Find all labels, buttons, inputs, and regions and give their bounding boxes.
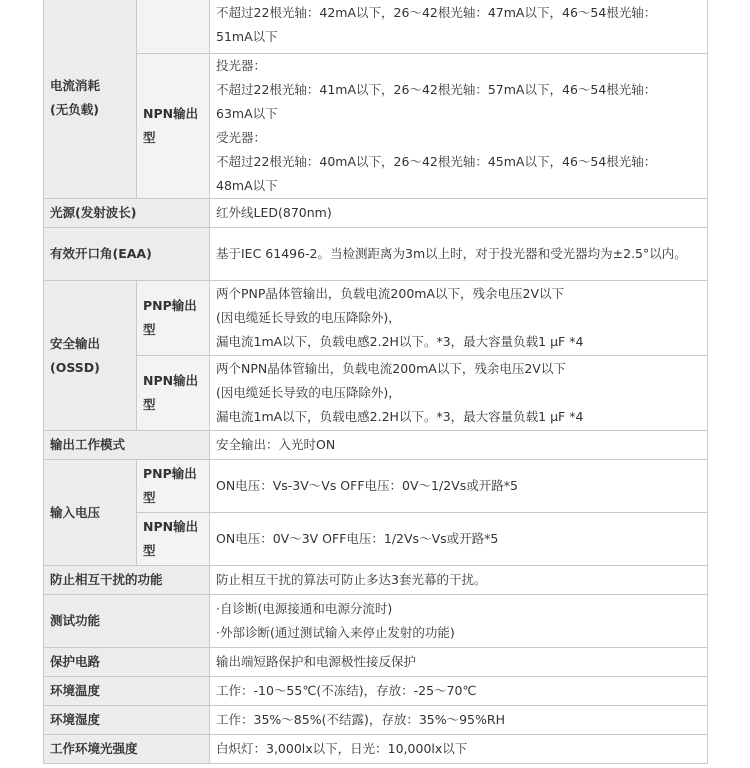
table-row [44, 677, 708, 706]
table-row [44, 199, 708, 228]
spec-table [43, 0, 708, 764]
sublabel-pnp-input: PNP输出 型 [137, 460, 210, 513]
value-input-npn: ON电压：0V～3V OFF电压：1/2Vs～Vs或开路*5 [210, 513, 708, 566]
row-label-output-mode: 输出工作模式 [44, 431, 210, 460]
value-input-pnp: ON电压：Vs-3V～Vs OFF电压：0V～1/2Vs或开路*5 [210, 460, 708, 513]
value-test: ·自诊断(电源接通和电源分流时) ·外部诊断(通过测试输入来停止发射的功能) [210, 595, 708, 648]
table-row [44, 595, 708, 648]
table-row [44, 431, 708, 460]
table-row [44, 0, 708, 54]
row-label-current: 电流消耗 (无负载) [44, 0, 137, 199]
table-row [44, 735, 708, 764]
table-row [44, 513, 708, 566]
row-label-eaa: 有效开口角(EAA) [44, 228, 210, 281]
row-label-ambient-humidity: 环境湿度 [44, 706, 210, 735]
row-label-interference: 防止相互干扰的功能 [44, 566, 210, 595]
value-interference: 防止相互干扰的算法可防止多达3套光幕的干扰。 [210, 566, 708, 595]
value-ossd-pnp: 两个PNP晶体管输出，负载电流200mA以下，残余电压2V以下 (因电缆延长导致的电压降除外)， 漏电流1mA以下，负载电感2.2H以下。*3，最大容量负载1 μF *4 [210, 281, 708, 356]
value-current-pnp: 不超过22根光轴：42mA以下，26～42根光轴：47mA以下，46～54根光轴： 51mA以下 [210, 0, 708, 54]
value-output-mode: 安全输出：入光时ON [210, 431, 708, 460]
value-ambient-light: 白炽灯：3,000lx以下，日光：10,000lx以下 [210, 735, 708, 764]
row-label-ambient-temp: 环境温度 [44, 677, 210, 706]
sublabel-pnp-ossd: PNP输出 型 [137, 281, 210, 356]
sublabel-npn-ossd: NPN输出 型 [137, 356, 210, 431]
value-ambient-humidity: 工作：35%～85%(不结露)，存放：35%～95%RH [210, 706, 708, 735]
sublabel-npn-input: NPN输出 型 [137, 513, 210, 566]
table-row [44, 228, 708, 281]
table-row [44, 54, 708, 199]
value-current-npn: 投光器： 不超过22根光轴：41mA以下，26～42根光轴：57mA以下，46～54根光轴： 63mA以下 受光器： 不超过22根光轴：40mA以下，26～42根光轴：45mA以下，46～54根光轴： 48mA以下 [210, 54, 708, 199]
row-label-protection: 保护电路 [44, 648, 210, 677]
value-ossd-npn: 两个NPN晶体管输出，负载电流200mA以下，残余电压2V以下 (因电缆延长导致的电压降除外)， 漏电流1mA以下，负载电感2.2H以下。*3，最大容量负载1 μF *4 [210, 356, 708, 431]
table-row [44, 281, 708, 356]
sublabel-npn-current: NPN输出 型 [137, 54, 210, 199]
table-row [44, 648, 708, 677]
row-label-input-voltage: 输入电压 [44, 460, 137, 566]
value-light-source: 红外线LED(870nm) [210, 199, 708, 228]
row-label-test: 测试功能 [44, 595, 210, 648]
table-row [44, 356, 708, 431]
sublabel-pnp-current [137, 0, 210, 54]
value-eaa: 基于IEC 61496-2。当检测距离为3m以上时，对于投光器和受光器均为±2.5°以内。 [210, 228, 708, 281]
table-row [44, 706, 708, 735]
row-label-ossd: 安全输出 (OSSD) [44, 281, 137, 431]
table-row [44, 460, 708, 513]
row-label-light-source: 光源(发射波长) [44, 199, 210, 228]
table-row [44, 566, 708, 595]
value-protection: 输出端短路保护和电源极性接反保护 [210, 648, 708, 677]
row-label-ambient-light: 工作环境光强度 [44, 735, 210, 764]
value-ambient-temp: 工作：-10～55℃(不冻结)，存放：-25～70℃ [210, 677, 708, 706]
